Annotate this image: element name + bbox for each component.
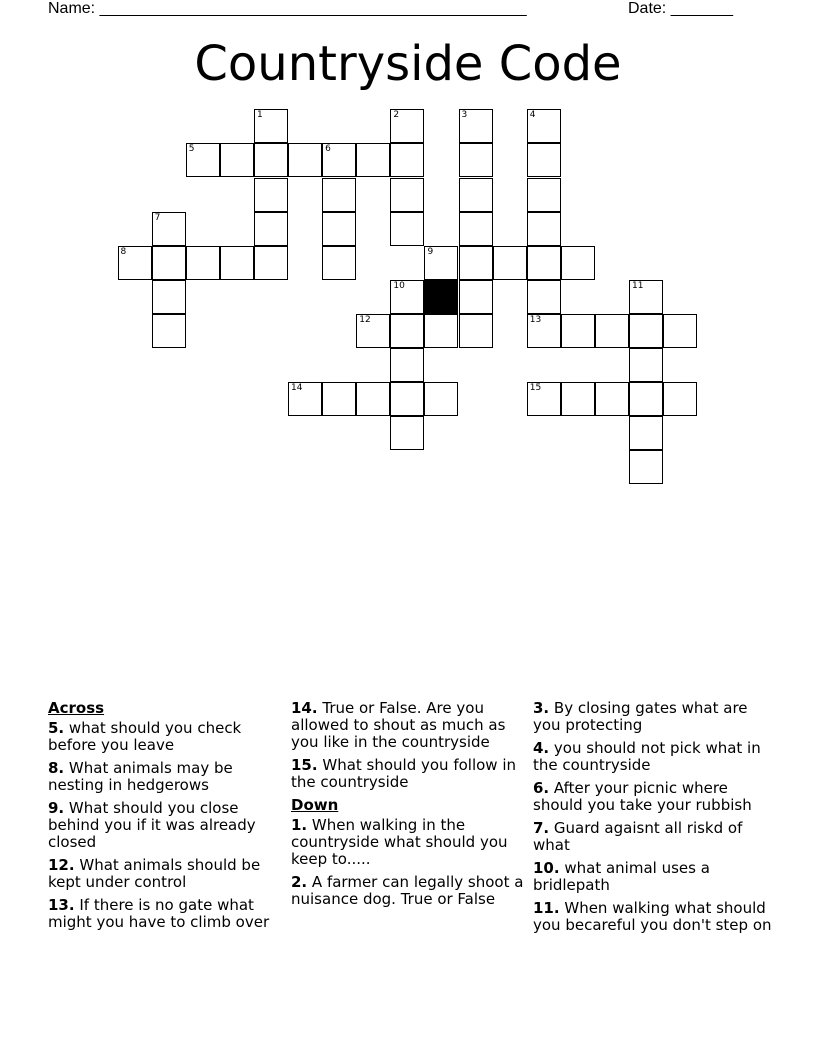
clue-number: 10 [393,280,405,291]
clue-number: 2 [393,110,400,121]
grid-cell[interactable] [390,143,424,177]
grid-cell[interactable] [527,109,561,143]
crossword-grid [0,0,816,500]
grid-cell[interactable] [459,178,493,212]
clue-number: 14 [291,383,303,394]
clue-across-9: 9. What should you close behind you if it was already closed [48,799,256,851]
grid-cell[interactable] [322,178,356,212]
grid-cell[interactable] [186,246,220,280]
date-line: Date: _______ [628,0,733,17]
grid-cell[interactable] [527,212,561,246]
clue-across-12: 12. What animals should be kept under control [48,856,261,891]
name-line: Name: ________________________________________________ [48,0,527,17]
grid-cell[interactable] [663,314,697,348]
clues-column-3 [533,700,773,940]
grid-cell[interactable] [459,280,493,314]
grid-cell[interactable] [254,246,288,280]
clue-number: 4 [529,110,536,121]
grid-cell[interactable] [152,314,186,348]
clues-column-2 [291,700,527,914]
grid-cell[interactable] [322,212,356,246]
grid-cell[interactable] [288,382,322,416]
grid-cell[interactable] [356,314,390,348]
grid-cell[interactable] [390,280,424,314]
grid-cell[interactable] [493,246,527,280]
grid-cell[interactable] [459,212,493,246]
clue-across-15: 15. What should you follow in the countryside [291,756,517,791]
grid-cell[interactable] [254,212,288,246]
clue-down-1: 1. When walking in the countryside what should you keep to..... [291,816,508,868]
grid-cell[interactable] [527,246,561,280]
grid-cell[interactable] [254,143,288,177]
clue-down-3: 3. By closing gates what are you protecting [533,699,748,734]
clue-number: 15 [529,383,542,394]
grid-cell[interactable] [527,382,561,416]
clues-column-1 [48,700,280,937]
grid-cell[interactable] [459,246,493,280]
grid-cell[interactable] [118,246,152,280]
grid-cell[interactable] [322,382,356,416]
grid-cell[interactable] [424,382,458,416]
grid-cell[interactable] [220,246,254,280]
across-heading: Across [48,699,105,717]
clue-number: 5 [188,144,195,155]
grid-cell[interactable] [629,280,663,314]
grid-cell[interactable] [390,382,424,416]
grid-cell[interactable] [629,348,663,382]
grid-cell[interactable] [356,143,390,177]
grid-cell[interactable] [186,143,220,177]
grid-cell[interactable] [459,314,493,348]
clue-number: 1 [256,110,263,121]
grid-cell[interactable] [561,314,595,348]
grid-cell[interactable] [390,348,424,382]
grid-cell[interactable] [390,178,424,212]
grid-cell[interactable] [595,314,629,348]
grid-cell[interactable] [390,109,424,143]
clue-number: 9 [427,246,434,257]
grid-cell[interactable] [152,280,186,314]
clue-across-14: 14. True or False. Are you allowed to shout as much as you like in the countryside [291,699,506,751]
clue-number: 11 [632,280,644,291]
clue-number: 6 [325,144,331,155]
grid-cell[interactable] [561,246,595,280]
grid-cell[interactable] [356,382,390,416]
clue-number: 8 [120,246,127,257]
clue-across-8: 8. What animals may be nesting in hedgerows [48,759,233,794]
grid-cell[interactable] [390,212,424,246]
grid-cell[interactable] [629,382,663,416]
grid-cell[interactable] [527,178,561,212]
grid-cell[interactable] [152,246,186,280]
clue-across-13: 13. If there is no gate what might you have to climb over [48,896,270,931]
clue-number: 7 [154,212,161,223]
grid-cell[interactable] [390,416,424,450]
grid-cell[interactable] [152,212,186,246]
grid-cell[interactable] [527,143,561,177]
clue-down-7: 7. Guard agaisnt all riskd of what [533,819,743,854]
grid-cell[interactable] [629,416,663,450]
grid-cell[interactable] [595,382,629,416]
clue-across-5: 5. what should you check before you leave [48,719,242,754]
page-title: Countryside Code [194,36,622,92]
grid-cell[interactable] [424,314,458,348]
grid-cell[interactable] [288,143,322,177]
grid-cell[interactable] [527,280,561,314]
clue-down-2: 2. A farmer can legally shoot a nuisance dog. True or False [291,873,524,908]
grid-cell[interactable] [254,178,288,212]
grid-cell[interactable] [663,382,697,416]
grid-cell[interactable] [459,143,493,177]
clue-number: 13 [529,314,542,325]
clue-down-10: 10. what animal uses a bridlepath [533,859,710,894]
grid-cell[interactable] [424,246,458,280]
grid-cell[interactable] [459,109,493,143]
clue-number: 3 [461,110,468,121]
clue-down-4: 4. you should not pick what in the countryside [533,739,761,774]
grid-cell[interactable] [561,382,595,416]
grid-cell[interactable] [322,246,356,280]
grid-cell[interactable] [629,450,663,484]
clue-number: 12 [359,314,371,325]
grid-cell[interactable] [527,314,561,348]
down-heading: Down [291,796,339,814]
clue-down-6: 6. After your picnic where should you take your rubbish [533,779,752,814]
grid-cell[interactable] [220,143,254,177]
grid-cell[interactable] [322,143,356,177]
clue-down-11: 11. When walking what should you becareful you don't step on [533,899,772,934]
grid-cell[interactable] [629,314,663,348]
grid-cell[interactable] [390,314,424,348]
grid-cell[interactable] [254,109,288,143]
grid-block [424,280,458,314]
